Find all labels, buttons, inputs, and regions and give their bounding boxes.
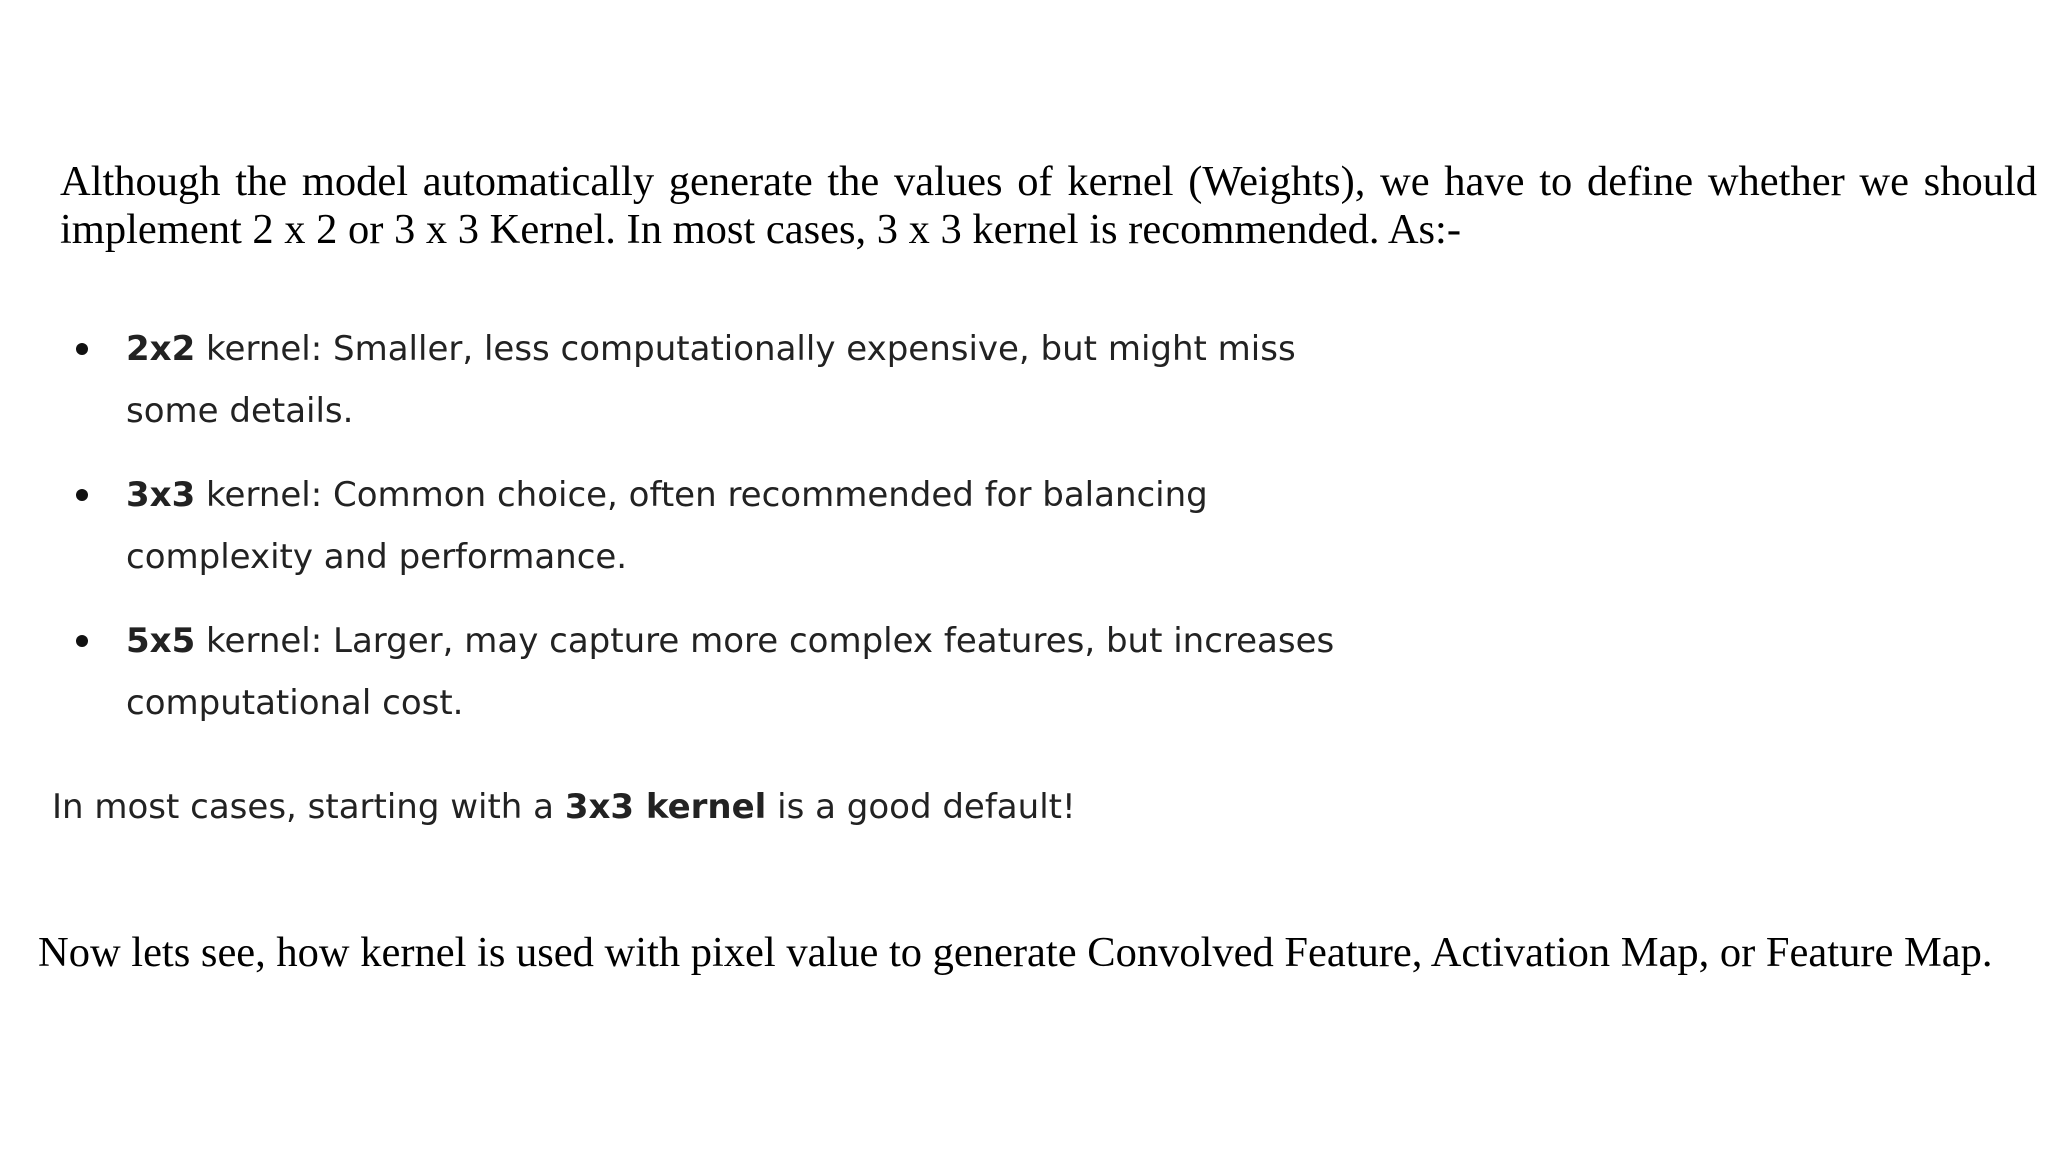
- bullet-icon: [76, 489, 88, 501]
- intro-paragraph: Although the model automatically generate the values of kernel (Weights), we have to define whether we should implement 2 x 2 or 3 x 3 Kernel. In most cases, 3 x 3 kernel is recommended. As:-: [60, 158, 2037, 253]
- recommendation-prefix: In most cases, starting with a: [52, 787, 565, 827]
- kernel-size-label: 2x2: [126, 329, 196, 369]
- recommendation-text: [52, 785, 1076, 829]
- kernel-size-list: [56, 318, 1356, 756]
- kernel-description: kernel: Common choice, often recommended for balancing complexity and performance.: [126, 475, 1208, 577]
- list-item: [56, 610, 1356, 734]
- bullet-icon: [76, 343, 88, 355]
- kernel-size-label: 3x3: [126, 475, 196, 515]
- recommendation-emphasis: 3x3 kernel: [564, 787, 767, 827]
- list-item: [56, 464, 1356, 588]
- closing-paragraph: Now lets see, how kernel is used with pixel value to generate Convolved Feature, Activation Map, or Feature Map.: [38, 929, 1993, 976]
- kernel-size-label: 5x5: [126, 621, 196, 661]
- list-item: [56, 318, 1356, 442]
- recommendation-suffix: is a good default!: [766, 787, 1076, 827]
- bullet-icon: [76, 635, 88, 647]
- kernel-description: kernel: Smaller, less computationally expensive, but might miss some details.: [126, 329, 1296, 431]
- kernel-description: kernel: Larger, may capture more complex features, but increases computational cost.: [126, 621, 1335, 723]
